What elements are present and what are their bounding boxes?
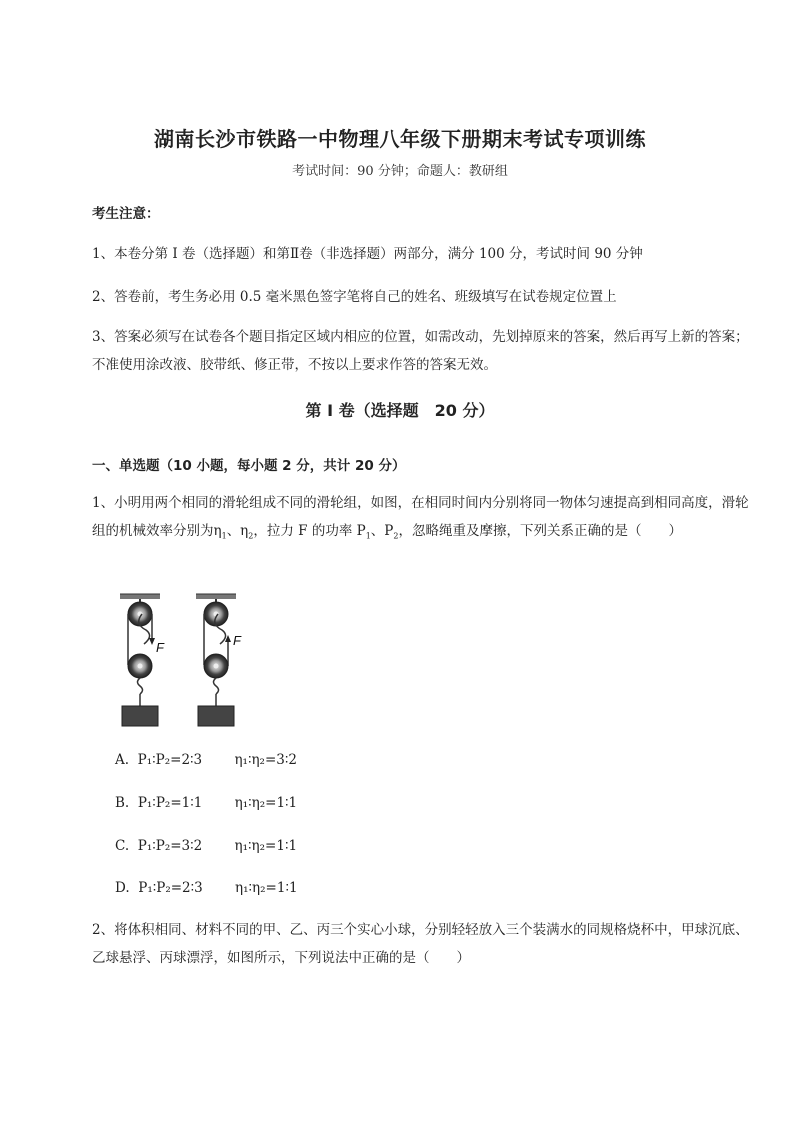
section-title: 第 I 卷（选择题 20 分） — [305, 401, 495, 420]
pulley-figure — [112, 590, 252, 730]
question-type-heading: 一、单选题（10 小题，每小题 2 分，共计 20 分） — [92, 458, 406, 474]
option-d-efficiency-ratio: η₁∶η₂=1∶1 — [235, 880, 298, 896]
notice-item-3: 3、答案必须写在试卷各个题目指定区域内相应的位置，如需改动，先划掉原来的答案，然后再写上新的答案；不准使用涂改液、胶带纸、修正带，不按以上要求作答的答案无效。 — [92, 329, 749, 373]
option-d-power-ratio: P₁∶P₂=2∶3 — [138, 880, 203, 896]
option-d[interactable]: D. P₁∶P₂=2∶3 η₁∶η₂=1∶1 — [115, 880, 298, 896]
option-c-efficiency-ratio: η₁∶η₂=1∶1 — [234, 838, 298, 854]
option-b-power-ratio: P₁∶P₂=1∶1 — [137, 795, 203, 811]
page-title: 湖南长沙市铁路一中物理八年级下册期末考试专项训练 — [154, 127, 646, 151]
pulley-system-left — [120, 594, 160, 726]
force-label-left: F — [156, 640, 164, 655]
notice-item-1: 1、本卷分第 I 卷（选择题）和第Ⅱ卷（非选择题）两部分，满分 100 分，考试时间 90 分钟 — [92, 246, 643, 262]
option-a[interactable]: A. P₁∶P₂=2∶3 η₁∶η₂=3∶2 — [115, 752, 297, 768]
option-a-efficiency-ratio: η₁∶η₂=3∶2 — [234, 752, 297, 768]
force-label-right: F — [233, 633, 241, 648]
option-c[interactable]: C. P₁∶P₂=3∶2 η₁∶η₂=1∶1 — [115, 838, 298, 854]
notice-heading: 考生注意： — [92, 206, 160, 222]
pulley-system-right — [196, 594, 236, 726]
notice-item-2: 2、答卷前，考生务必用 0.5 毫米黑色签字笔将自己的姓名、班级填写在试卷规定位置上 — [92, 289, 617, 305]
option-a-power-ratio: P₁∶P₂=2∶3 — [137, 752, 203, 768]
option-c-power-ratio: P₁∶P₂=3∶2 — [137, 838, 203, 854]
option-b[interactable]: B. P₁∶P₂=1∶1 η₁∶η₂=1∶1 — [115, 795, 298, 811]
exam-info: 考试时间：90 分钟；命题人：教研组 — [292, 164, 508, 179]
question-1-stem: 1、小明用两个相同的滑轮组成不同的滑轮组，如图，在相同时间内分别将同一物体匀速提高到相同高度，滑轮组的机械效率分别为$\eta_1$、$\eta_2$，拉力 F 的功率 $P_1$、$P_2$，忽略绳重及摩擦，下列关系正确的是（ ） — [92, 495, 749, 541]
option-b-efficiency-ratio: η₁∶η₂=1∶1 — [234, 795, 298, 811]
question-2-stem: 2、将体积相同、材料不同的甲、乙、丙三个实心小球，分别轻轻放入三个装满水的同规格烧杯中，甲球沉底、乙球悬浮、丙球漂浮，如图所示，下列说法中正确的是（ ） — [92, 922, 749, 966]
